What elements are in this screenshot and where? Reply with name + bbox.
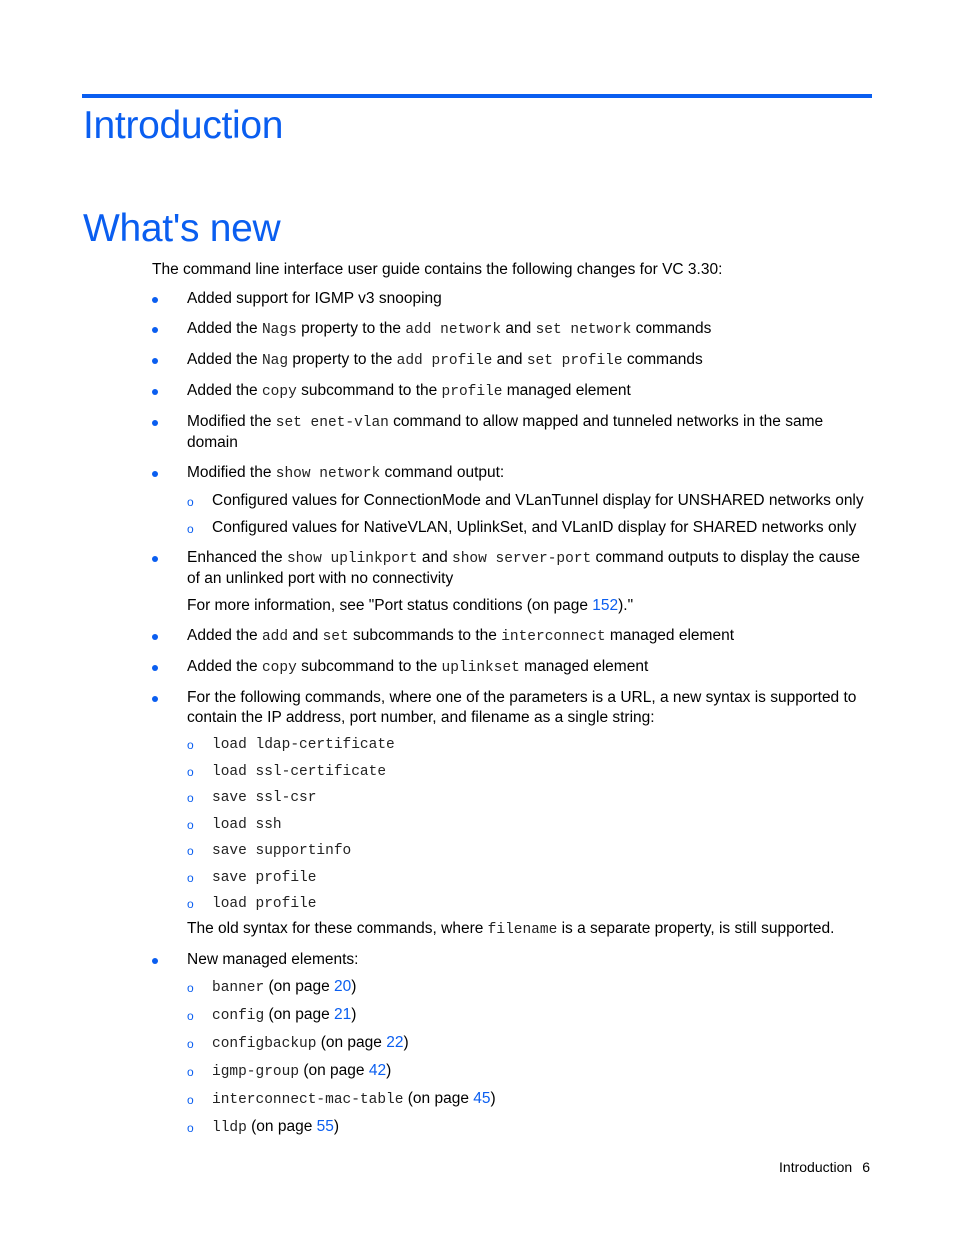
bullet-icon — [152, 358, 158, 364]
bullet-icon — [152, 665, 158, 671]
para-text: For more information, see "Port status conditions (on page — [187, 597, 593, 614]
para-text: )." — [618, 597, 634, 614]
bullet-icon — [152, 634, 158, 640]
circle-bullet-icon: o — [187, 897, 194, 911]
element-name: banner — [212, 980, 265, 996]
item-text: command to allow mapped and tunneled networks in the same domain — [187, 413, 824, 451]
circle-bullet-icon: o — [187, 817, 194, 832]
item-text: subcommands to the — [348, 627, 502, 644]
more-info-paragraph — [152, 596, 872, 616]
element-name: lldp — [212, 1120, 247, 1136]
list-item — [152, 626, 872, 647]
item-text: managed element — [605, 627, 734, 644]
code-text: filename — [487, 922, 558, 938]
circle-bullet-icon: o — [187, 495, 194, 509]
circle-bullet-icon: o — [187, 981, 194, 995]
circle-bullet-icon: o — [187, 1037, 194, 1051]
sub-item — [187, 893, 872, 914]
command-text: save profile — [212, 869, 317, 886]
item-text: managed element — [502, 382, 631, 399]
page-link[interactable]: 20 — [334, 978, 352, 995]
code-text: interconnect — [501, 629, 606, 645]
circle-bullet-icon: o — [187, 738, 194, 752]
sub-item-text: ) — [351, 1006, 357, 1023]
code-text: show server-port — [452, 551, 592, 567]
code-text: set — [322, 629, 349, 645]
command-text: save supportinfo — [212, 843, 352, 859]
item-text: Added the — [187, 627, 262, 644]
sub-item-text: ) — [351, 978, 357, 995]
page-link[interactable]: 42 — [368, 1062, 387, 1079]
element-name: config — [212, 1008, 265, 1024]
para-text: The old syntax for these commands, where — [187, 920, 488, 937]
list-item — [152, 657, 872, 678]
footer-page-number: 6 — [862, 1159, 870, 1175]
item-text: property to the — [288, 351, 397, 368]
item-text: Added the — [187, 351, 262, 368]
command-text: load profile — [212, 896, 317, 912]
command-text: load ssh — [212, 816, 282, 833]
item-text: command outputs to display the cause of an unlinked port with no connectivity — [187, 549, 861, 587]
bullet-icon — [152, 696, 158, 702]
item-text: Added the — [187, 320, 262, 337]
bullet-icon — [152, 471, 158, 477]
header-rule — [82, 94, 872, 98]
list-item — [152, 350, 872, 371]
item-text: Added support for IGMP v3 snooping — [187, 290, 442, 307]
sub-item — [187, 518, 872, 538]
sub-item-text: ) — [490, 1090, 496, 1107]
circle-bullet-icon: o — [187, 870, 194, 885]
list-item — [152, 688, 872, 728]
section-title: What's new — [83, 207, 281, 250]
sub-item-text: (on page — [246, 1118, 317, 1135]
page-link[interactable]: 45 — [473, 1090, 491, 1107]
item-text: and — [492, 351, 527, 368]
sub-item-text: ) — [333, 1118, 340, 1135]
item-text: and — [288, 627, 323, 644]
code-text: uplinkset — [441, 660, 520, 676]
sub-item-text: Configured values for NativeVLAN, UplinkSet, and VLanID display for SHARED networks only — [212, 519, 857, 536]
sub-item-text: ) — [386, 1062, 392, 1079]
item-text: and — [501, 320, 536, 337]
item-text: commands — [622, 351, 703, 368]
item-text: commands — [631, 320, 712, 337]
command-text: save ssl-csr — [212, 790, 317, 806]
command-sub-list — [187, 734, 872, 914]
command-text: load ldap-certificate — [212, 737, 395, 753]
sub-item — [187, 734, 872, 755]
changes-list — [152, 289, 872, 1138]
item-text: Added the — [187, 382, 262, 399]
code-text: profile — [441, 384, 503, 400]
item-text: managed element — [519, 658, 649, 675]
list-item — [152, 412, 872, 453]
list-item — [152, 319, 872, 340]
circle-bullet-icon: o — [187, 764, 194, 779]
code-text: show uplinkport — [286, 551, 418, 567]
bullet-icon — [152, 327, 158, 333]
code-text: set enet-vlan — [275, 415, 389, 431]
code-text: add — [261, 629, 289, 645]
sub-item — [187, 840, 872, 861]
sub-item-text: (on page — [316, 1034, 387, 1051]
page-link[interactable]: 21 — [334, 1006, 352, 1023]
page-link[interactable]: 22 — [386, 1034, 404, 1051]
item-text: New managed elements: — [187, 951, 359, 968]
bullet-icon — [152, 556, 158, 562]
list-item — [152, 548, 872, 589]
bullet-icon — [152, 958, 158, 964]
code-text: copy — [261, 660, 297, 676]
sub-item — [187, 491, 872, 511]
element-name: interconnect-mac-table — [212, 1092, 404, 1108]
code-text: set network — [535, 322, 632, 338]
footer-section: Introduction — [779, 1159, 853, 1175]
para-text: is a separate property, is still supported. — [557, 920, 835, 937]
circle-bullet-icon: o — [187, 522, 194, 536]
code-text: Nag — [261, 353, 289, 369]
sub-item-text: (on page — [264, 1006, 335, 1023]
code-text: Nags — [261, 322, 297, 338]
list-item — [152, 950, 872, 970]
code-text: set profile — [526, 353, 623, 369]
element-name: configbackup — [212, 1036, 317, 1052]
item-text: Modified the — [187, 464, 276, 481]
sub-item — [187, 814, 872, 835]
sub-item — [187, 977, 872, 998]
item-text: property to the — [296, 320, 406, 337]
circle-bullet-icon: o — [187, 1009, 194, 1023]
sub-item — [187, 1117, 872, 1138]
sub-item — [187, 787, 872, 808]
circle-bullet-icon: o — [187, 791, 194, 805]
list-item — [152, 463, 872, 484]
sub-list — [187, 491, 872, 538]
page-footer — [779, 1159, 870, 1175]
sub-item — [187, 1005, 872, 1026]
sub-item — [187, 1033, 872, 1054]
circle-bullet-icon: o — [187, 1065, 194, 1079]
item-text: command output: — [380, 464, 505, 481]
list-item — [152, 381, 872, 402]
circle-bullet-icon: o — [187, 844, 194, 858]
circle-bullet-icon: o — [187, 1121, 194, 1135]
item-text: Enhanced the — [187, 549, 287, 566]
sub-item-text: (on page — [403, 1090, 474, 1107]
sub-item-text: (on page — [264, 978, 335, 995]
bullet-icon — [152, 297, 158, 303]
elements-sub-list — [187, 977, 872, 1138]
sub-item — [187, 1089, 872, 1110]
chapter-title: Introduction — [83, 104, 284, 147]
bullet-icon — [152, 420, 158, 426]
item-text: subcommand to the — [296, 382, 442, 399]
circle-bullet-icon: o — [187, 1093, 194, 1107]
sub-item-text: Configured values for ConnectionMode and VLanTunnel display for UNSHARED networks only — [212, 492, 864, 509]
code-text: show network — [275, 466, 381, 482]
old-syntax-paragraph — [152, 919, 872, 940]
code-text: add profile — [396, 353, 493, 369]
item-text: For the following commands, where one of the parameters is a URL, a new syntax is supported to contain the IP address, port number, and filename as a single string: — [187, 689, 857, 726]
sub-item — [187, 867, 872, 888]
element-name: igmp-group — [212, 1064, 300, 1080]
sub-item-text: ) — [403, 1034, 409, 1051]
bullet-icon — [152, 389, 158, 395]
intro-paragraph: The command line interface user guide contains the following changes for VC 3.30: — [152, 261, 723, 278]
sub-item — [187, 1061, 872, 1082]
command-text: load ssl-certificate — [212, 763, 387, 780]
item-text: and — [417, 549, 452, 566]
item-text: subcommand to the — [296, 658, 442, 675]
page-link[interactable]: 55 — [316, 1118, 334, 1135]
sub-item-text: (on page — [299, 1062, 369, 1079]
list-item — [152, 289, 872, 309]
item-text: Modified the — [187, 413, 276, 430]
sub-item — [187, 761, 872, 782]
page-link[interactable]: 152 — [592, 597, 619, 614]
code-text: add network — [405, 322, 502, 338]
code-text: copy — [261, 384, 297, 400]
item-text: Added the — [187, 658, 262, 675]
